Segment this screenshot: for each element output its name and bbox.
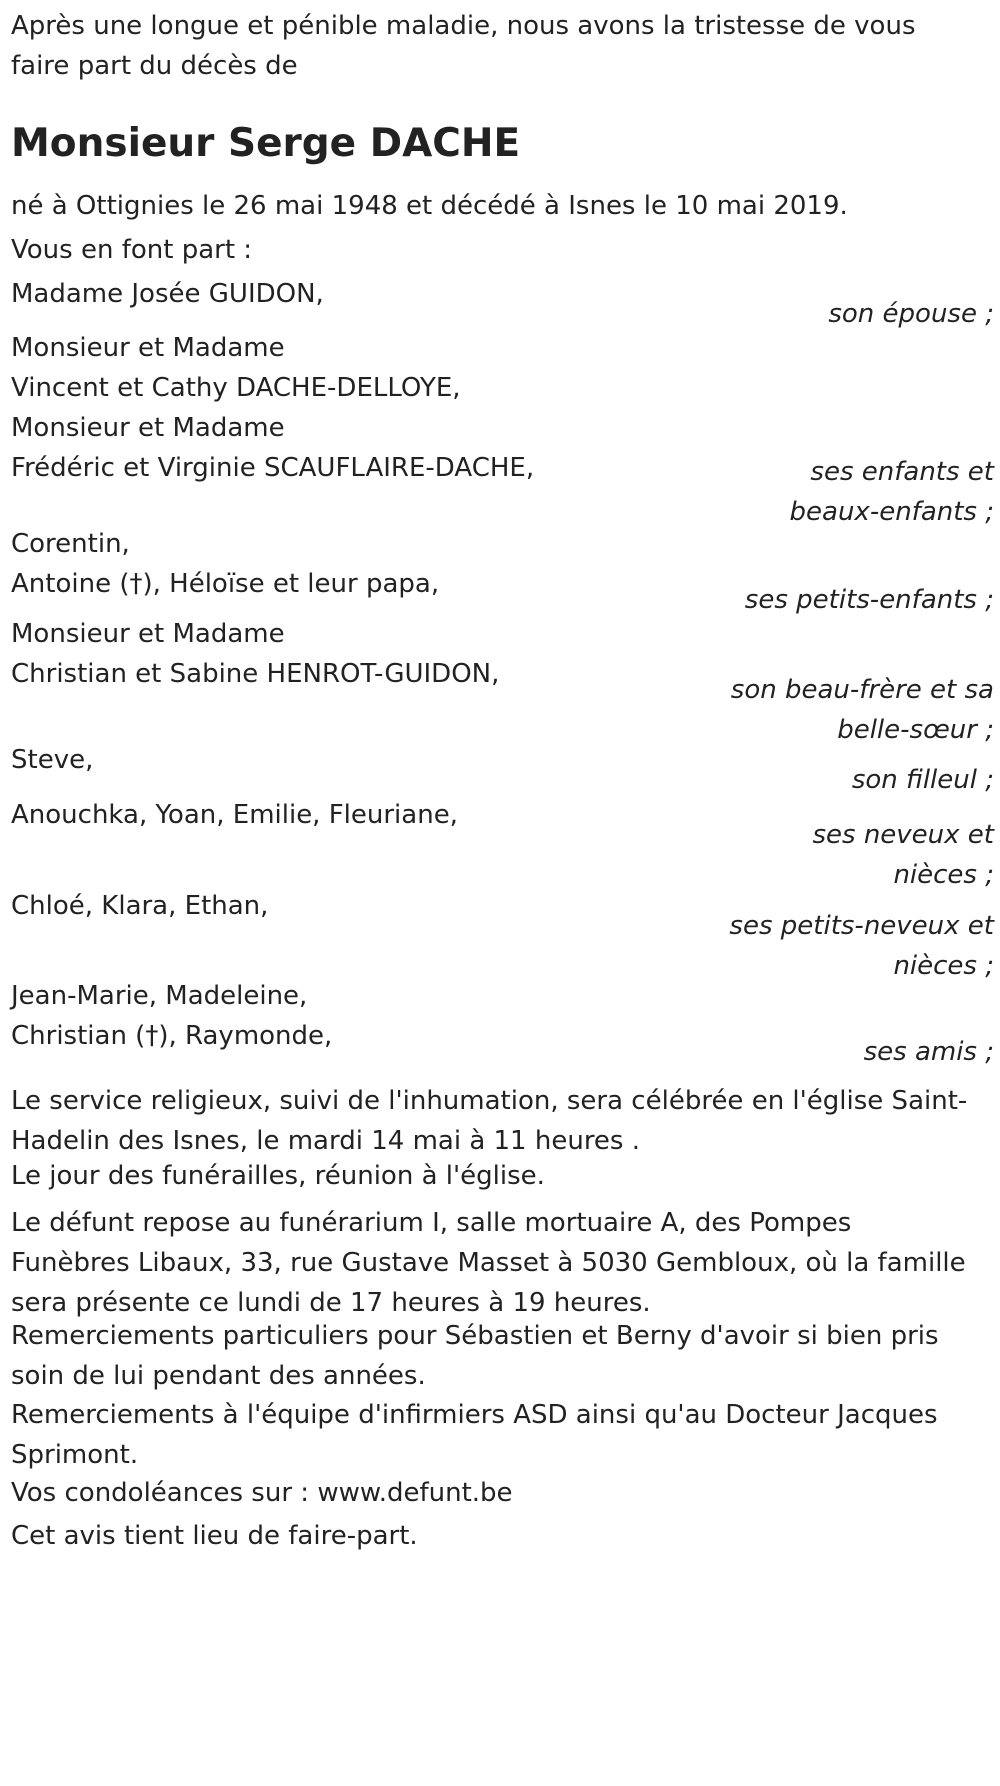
service-paragraph <box>11 1081 991 1161</box>
relation-line: nièces ; <box>893 951 994 981</box>
paragraph-line: Remerciements particuliers pour Sébastien et Berny d'avoir si bien pris <box>11 1321 939 1351</box>
relation-line: nièces ; <box>893 860 994 890</box>
deceased-name: Monsieur Serge DACHE <box>11 121 521 166</box>
thanks-paragraph <box>11 1316 991 1396</box>
paragraph-line: Le jour des funérailles, réunion à l'église. <box>11 1161 545 1191</box>
family-name-line: Christian et Sabine HENROT-GUIDON, <box>11 659 500 689</box>
intro-line: Après une longue et pénible maladie, nous avons la tristesse de vous <box>11 11 916 41</box>
family-name-line: Monsieur et Madame <box>11 333 285 363</box>
family-name-line: Madame Josée GUIDON, <box>11 279 324 309</box>
relation-line: beaux-enfants ; <box>789 497 994 527</box>
relation-line: ses petits-enfants ; <box>744 585 994 615</box>
intro-line: faire part du décès de <box>11 51 298 81</box>
relation-godson <box>694 760 994 800</box>
relation-line: son beau-frère et sa <box>730 675 994 705</box>
family-name-line: Frédéric et Virginie SCAUFLAIRE-DACHE, <box>11 453 535 483</box>
family-name-line: Chloé, Klara, Ethan, <box>11 891 269 921</box>
family-name-line: Monsieur et Madame <box>11 413 285 443</box>
paragraph-line: Le service religieux, suivi de l'inhumation, sera célébrée en l'église Saint- <box>11 1086 968 1116</box>
family-name-line: Steve, <box>11 745 94 775</box>
relation-in-laws <box>694 670 994 750</box>
family-name-line: Corentin, <box>11 529 130 559</box>
family-name-line: Monsieur et Madame <box>11 619 285 649</box>
paragraph-line: Hadelin des Isnes, le mardi 14 mai à 11 heures . <box>11 1126 641 1156</box>
intro-text <box>11 6 971 86</box>
relation-line: belle-sœur ; <box>837 715 994 745</box>
family-name-line: Antoine (†), Héloïse et leur papa, <box>11 569 440 599</box>
paragraph-line: Vos condoléances sur : www.defunt.be <box>11 1478 513 1508</box>
funerarium-paragraph <box>11 1203 991 1323</box>
condolences-paragraph <box>11 1473 991 1513</box>
relation-line: son filleul ; <box>851 765 994 795</box>
relation-children <box>694 452 994 532</box>
relation-line: ses petits-neveux et <box>729 911 994 941</box>
birth-death-text: né à Ottignies le 26 mai 1948 et décédé à Isnes le 10 mai 2019. <box>11 191 848 221</box>
family-name-line: Vincent et Cathy DACHE-DELLOYE, <box>11 373 461 403</box>
relation-nephews <box>694 815 994 895</box>
paragraph-line: soin de lui pendant des années. <box>11 1361 426 1391</box>
paragraph-line: Remerciements à l'équipe d'infirmiers ASD ainsi qu'au Docteur Jacques <box>11 1400 938 1430</box>
relation-line: ses enfants et <box>810 457 994 487</box>
reunion-paragraph <box>11 1156 991 1196</box>
thanks-nurses-paragraph <box>11 1395 991 1475</box>
relation-grand-nephews <box>694 906 994 986</box>
family-name-line: Christian (†), Raymonde, <box>11 1021 333 1051</box>
family-name-line: Anouchka, Yoan, Emilie, Fleuriane, <box>11 800 458 830</box>
family-name-line: Jean-Marie, Madeleine, <box>11 981 308 1011</box>
notice-paragraph <box>11 1516 991 1556</box>
relation-line: son épouse ; <box>828 299 994 329</box>
paragraph-line: Le défunt repose au funérarium I, salle mortuaire A, des Pompes <box>11 1208 852 1238</box>
relation-line: ses neveux et <box>812 820 994 850</box>
paragraph-line: Cet avis tient lieu de faire-part. <box>11 1521 418 1551</box>
paragraph-line: Sprimont. <box>11 1440 139 1470</box>
paragraph-line: sera présente ce lundi de 17 heures à 19 heures. <box>11 1288 651 1318</box>
relation-line: ses amis ; <box>863 1037 994 1067</box>
relation-friends <box>694 1032 994 1072</box>
paragraph-line: Funèbres Libaux, 33, rue Gustave Masset à 5030 Gembloux, où la famille <box>11 1248 966 1278</box>
announcers-label: Vous en font part : <box>11 235 253 265</box>
